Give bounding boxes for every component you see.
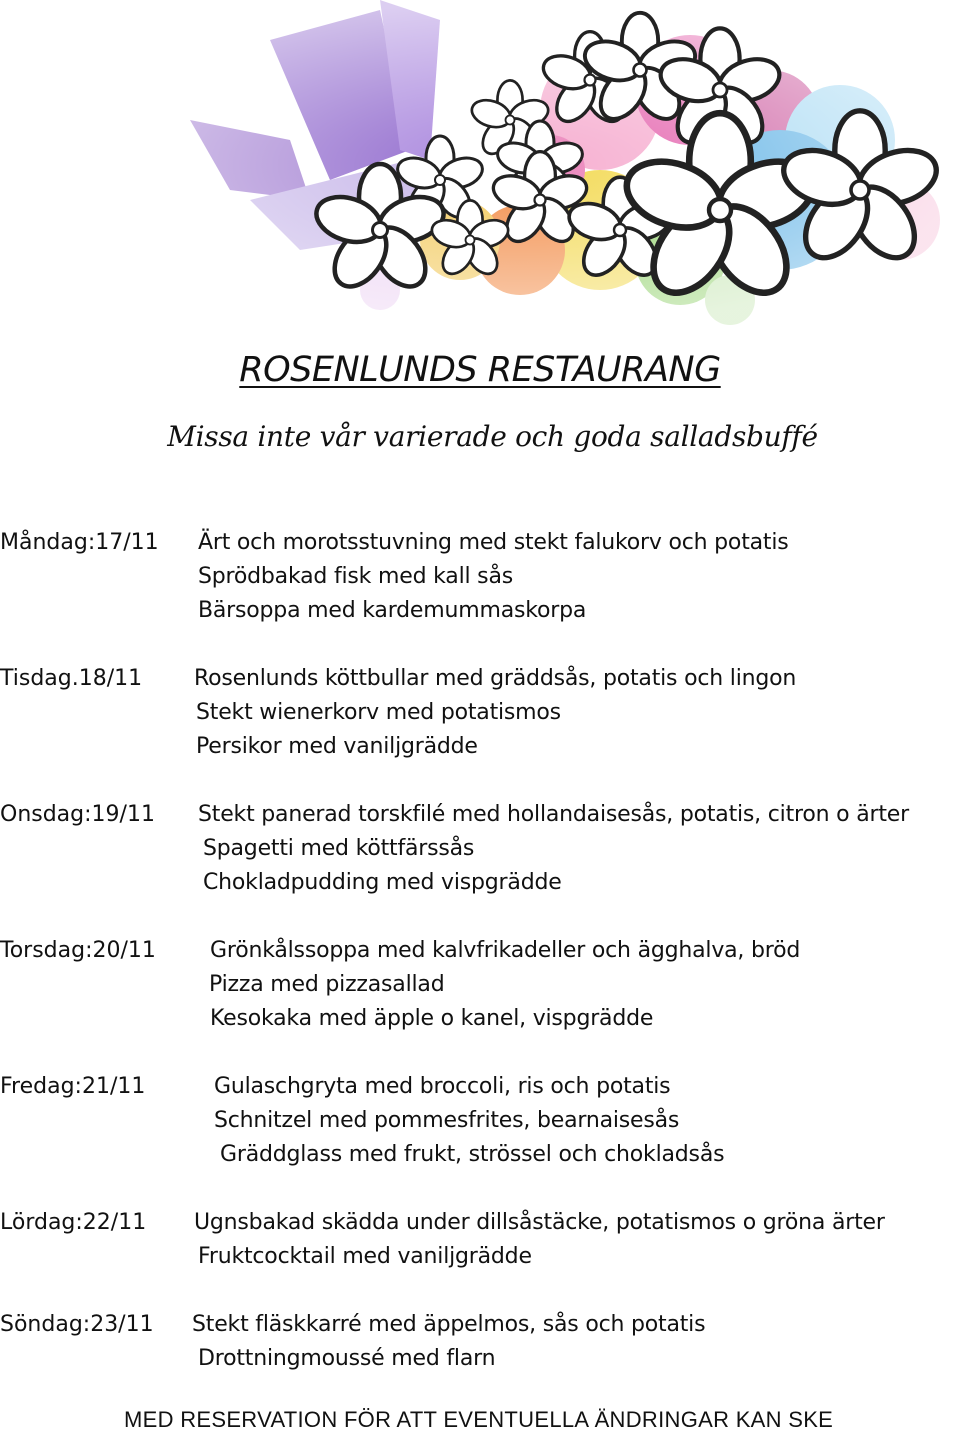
dish-sunday-2: Drottningmoussé med flarn — [198, 1346, 496, 1371]
reservation-note: MED RESERVATION FÖR ATT EVENTUELLA ÄNDRINGAR KAN SKE — [124, 1407, 834, 1432]
dish-friday-1: Gulaschgryta med broccoli, ris och potatis — [214, 1074, 671, 1099]
day-label-monday: Måndag:17/11 — [0, 530, 159, 555]
dish-thursday-3: Kesokaka med äpple o kanel, vispgrädde — [210, 1006, 654, 1031]
day-label-saturday: Lördag:22/11 — [0, 1210, 147, 1235]
dish-wednesday-3: Chokladpudding med vispgrädde — [203, 870, 562, 895]
dish-wednesday-2: Spagetti med köttfärssås — [203, 836, 475, 861]
day-label-wednesday: Onsdag:19/11 — [0, 802, 155, 827]
restaurant-title: ROSENLUNDS RESTAURANG — [239, 350, 721, 390]
dish-monday-3: Bärsoppa med kardemummaskorpa — [198, 598, 587, 623]
dish-tuesday-2: Stekt wienerkorv med potatismos — [196, 700, 561, 725]
dish-monday-2: Sprödbakad fisk med kall sås — [198, 564, 513, 589]
dish-wednesday-1: Stekt panerad torskfilé med hollandaisesås, potatis, citron o ärter — [198, 802, 909, 827]
dish-saturday-2: Fruktcocktail med vaniljgrädde — [198, 1244, 532, 1269]
dish-friday-2: Schnitzel med pommesfrites, bearnaisesås — [214, 1108, 680, 1133]
day-label-friday: Fredag:21/11 — [0, 1074, 146, 1099]
dish-sunday-1: Stekt fläskkarré med äppelmos, sås och potatis — [192, 1312, 706, 1337]
dish-monday-1: Ärt och morotsstuvning med stekt falukorv och potatis — [198, 530, 789, 555]
flower-illustration — [80, 0, 960, 330]
day-label-tuesday: Tisdag.18/11 — [0, 666, 143, 691]
dish-tuesday-1: Rosenlunds köttbullar med gräddsås, potatis och lingon — [194, 666, 797, 691]
dish-friday-3: Gräddglass med frukt, strössel och chokladsås — [220, 1142, 725, 1167]
dish-thursday-2: Pizza med pizzasallad — [209, 972, 445, 997]
dish-tuesday-3: Persikor med vaniljgrädde — [196, 734, 478, 759]
day-label-sunday: Söndag:23/11 — [0, 1312, 154, 1337]
salad-buffet-tagline: Missa inte vår varierade och goda salladsbuffé — [167, 420, 818, 453]
dish-thursday-1: Grönkålssoppa med kalvfrikadeller och ägghalva, bröd — [210, 938, 801, 963]
dish-saturday-1: Ugnsbakad skädda under dillsåstäcke, potatismos o gröna ärter — [194, 1210, 885, 1235]
day-label-thursday: Torsdag:20/11 — [0, 938, 156, 963]
